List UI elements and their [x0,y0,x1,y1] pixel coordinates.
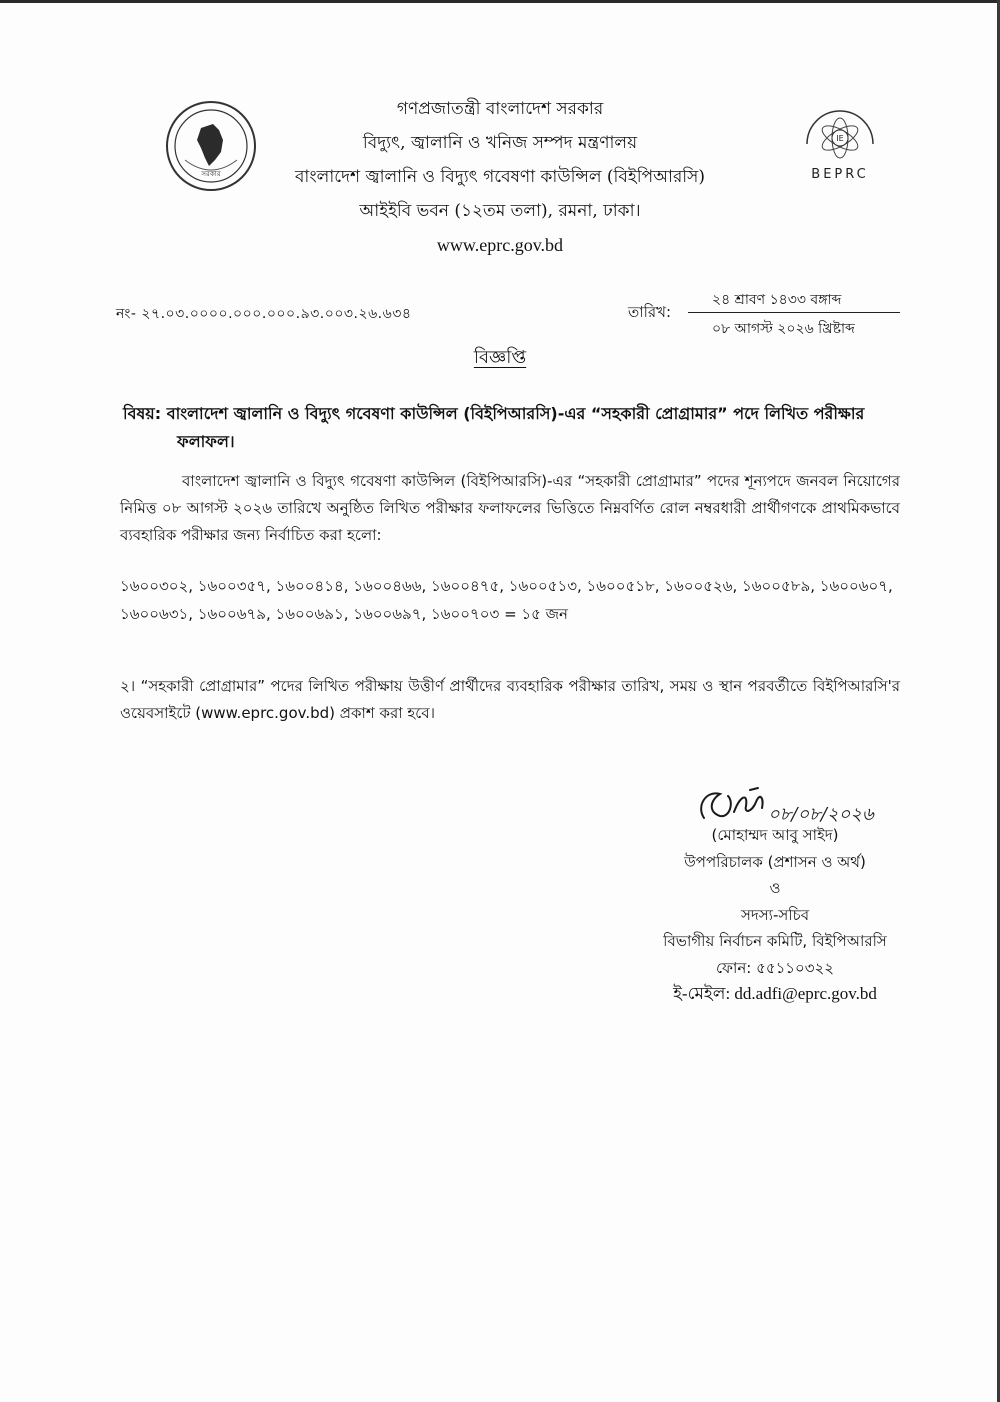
roll-numbers-line-2: ১৬০০৬৩১, ১৬০০৬৭৯, ১৬০০৬৯১, ১৬০০৬৯৭, ১৬০০৭০৩ = ১৫ জন [120,605,569,623]
letterhead-line-4: আইইবি ভবন (১২তম তলা), রমনা, ঢাকা। [359,201,641,221]
subject [123,400,893,456]
beprc-logo-icon [795,98,885,182]
beprc-logo-text: BEPRC [811,167,869,182]
signatory-conjunction: ও [769,879,781,897]
roll-numbers-line-1: ১৬০০৩০২, ১৬০০৩৫৭, ১৬০০৪১৪, ১৬০০৪৬৬, ১৬০০৪৭৫, ১৬০০৫১৩, ১৬০০৫১৮, ১৬০০৫২৬, ১৬০০৫৮৯, ১৬০০৬০৭, [120,577,893,595]
letterhead-line-3: বাংলাদেশ জ্বালানি ও বিদ্যুৎ গবেষণা কাউন্সিল (বিইপিআরসি) [294,167,706,187]
signatory-role: সদস্য-সচিব [740,905,810,924]
signatory-designation: উপপরিচালক (প্রশাসন ও অর্থ) [684,852,866,871]
svg-text:IE: IE [836,134,844,143]
roll-number-list [120,572,900,628]
memo-number: নং- ২৭.০৩.০০০০.০০০.০০০.৯৩.০০৩.২৬.৬৩৪ [116,306,412,322]
subject-line-2: ফলাফল। [177,432,235,451]
date-divider [688,312,900,313]
scan-edge-top [0,0,1000,3]
notice-title [0,343,1000,374]
letterhead-line-2: বিদ্যুৎ, জ্বালানি ও খনিজ সম্পদ মন্ত্রণালয় [362,133,638,153]
date-bangla: ২৪ শ্রাবণ ১৪৩৩ বঙ্গাব্দ [712,292,842,308]
signatory-committee: বিভাগীয় নির্বাচন কমিটি, বিইপিআরসি [663,932,887,950]
date-label: তারিখ: [628,303,672,321]
body-paragraph-1: বাংলাদেশ জ্বালানি ও বিদ্যুৎ গবেষণা কাউন্সিল (বিইপিআরসি)-এর “সহকারী প্রোগ্রামার” পদের শূন্যপদে জনবল নিয়োগের নিমিত্ত ০৮ আগস্ট ২০২৬ তারিখে অনুষ্ঠিত লিখিত পরীক্ষার ফলাফলের ভিত্তিতে নিম্নবর্ণিত রোল নম্বরধারী প্রার্থীগণকে প্রাথমিকভাবে ব্যবহারিক পরীক্ষার জন্য নির্বাচিত করা হলো: [120,472,900,544]
seal-text: সরকার [201,170,221,178]
signatory-phone: ফোন: ৫৫১১০৩২২ [715,958,835,977]
signatory-email: ই-মেইল: dd.adfi@eprc.gov.bd [673,984,877,1003]
notice-title-text: বিজ্ঞপ্তি [473,347,527,368]
signature-date: ০৮/০৮/২০২৬ [768,804,874,825]
letterhead-website: www.eprc.gov.bd [436,235,564,255]
body-paragraph-2: ২। “সহকারী প্রোগ্রামার” পদের লিখিত পরীক্ষায় উত্তীর্ণ প্রার্থীদের ব্যবহারিক পরীক্ষার তারিখ, সময় ও স্থান পরবর্তীতে বিইপিআরসি'র ওয়েবসাইটে (www.eprc.gov.bd) প্রকাশ করা হবে। [120,677,901,722]
signatory-name: (মোহাম্মদ আবু সাইদ) [711,826,839,844]
subject-line-1: বিষয়: বাংলাদেশ জ্বালানি ও বিদ্যুৎ গবেষণা কাউন্সিল (বিইপিআরসি)-এর “সহকারী প্রোগ্রামার” পদে লিখিত পরীক্ষার [123,404,865,423]
government-seal-icon [165,100,257,192]
letterhead [250,92,750,262]
date-english: ০৮ আগস্ট ২০২৬ খ্রিষ্টাব্দ [712,321,855,337]
signature-block [620,822,930,1008]
letterhead-line-1: গণপ্রজাতন্ত্রী বাংলাদেশ সরকার [396,99,604,119]
